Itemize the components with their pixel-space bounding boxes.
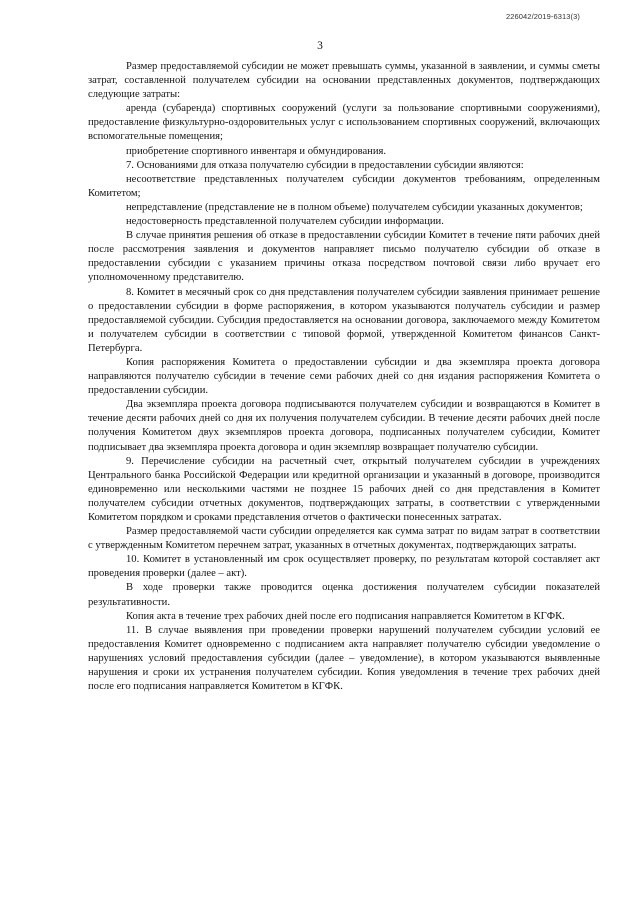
document-registration-number: 226042/2019-6313(3) [505,12,580,21]
paragraph-item-11: 11. В случае выявления при проведении проверки нарушений получателем субсидии условий ее предоставления Комитет одновременно с подписанием акта направляет получателю субсидии уведомление о нарушениях условий предоставления субсидии (далее – уведомление), в котором указываются выявленные нарушения и сроки их устранения получателем субсидии. Копия уведомления в течение трех рабочих дней после его подписания направляется Комитетом в КГФК. [88,624,600,693]
page-number: 3 [317,40,323,52]
paragraph-refusal-reason-1: несоответствие представленных получателем субсидии документов требованиям, определенным Комитетом; [88,173,600,199]
paragraph-item-8: 8. Комитет в месячный срок со дня представления получателем субсидии заявления принимает решение о предоставлении субсидии в форме распоряжения, в котором указываются получатель субсидии и размер предоставляемой субсидии. Субсидия предоставляется на основании договора, заключаемого между Комитетом и получателем субсидии в соответствии с типовой формой, утвержденной Комитетом финансов Санкт-Петербурга. [88,286,600,354]
paragraph-partial-amount: Размер предоставляемой части субсидии определяется как сумма затрат по видам затрат в соответствии с утвержденным Комитетом перечнем затрат, указанных в отчетных документах, подтверждающих затраты. [88,526,600,552]
paragraph-item-10: 10. Комитет в установленный им срок осуществляет проверку, по результатам которой составляет акт проведения проверки (далее – акт). [88,554,600,580]
document-body [88,60,600,694]
paragraph-item-7: 7. Основаниями для отказа получателю субсидии в предоставлении субсидии являются: [126,159,524,171]
paragraph-act-copy: Копия акта в течение трех рабочих дней после его подписания направляется Комитетом в КГФК. [126,610,565,622]
paragraph-refusal-reason-2: непредставление (представление не в полном объеме) получателем субсидии указанных документов; [126,201,583,213]
paragraph-refusal-reason-3: недостоверность представленной получателем субсидии информации. [126,216,444,228]
paragraph-subsidy-amount: Размер предоставляемой субсидии не может превышать суммы, указанной в заявлении, и суммы сметы затрат, составленной получателем субсидии на основании представленных документов, подтверждающих следующие затраты: [88,61,600,101]
paragraph-rent-expenses: аренда (субаренда) спортивных сооружений (услуги за пользование спортивными сооружениями), предоставление физкультурно-оздоровительных услуг с использованием спортивных сооружений, включающих вспомогательные помещения; [88,103,600,143]
paragraph-effectiveness-check: В ходе проверки также проводится оценка достижения получателем субсидии показателей результативности. [88,582,600,608]
paragraph-contract-signing: Два экземпляра проекта договора подписываются получателем субсидии и возвращаются в Комитет в течение десяти рабочих дней со дня их получения получателем субсидии. В течение десяти рабочих дней после получения Комитетом двух экземпляров проекта договора, подписанных получателем субсидии, Комитет подписывает два экземпляра проекта договора и один экземпляр возвращает получателю субсидии. [88,399,600,453]
paragraph-order-copy: Копия распоряжения Комитета о предоставлении субсидии и два экземпляра проекта договора направляются получателю субсидии в течение семи рабочих дней со дня издания распоряжения Комитета о предоставлении субсидии. [88,356,600,397]
paragraph-refusal-notice: В случае принятия решения об отказе в предоставлении субсидии Комитет в течение пяти рабочих дней после рассмотрения заявления и документов направляет письмо получателю субсидии об отказе в предоставлении субсидии с указанием причины отказа посредством почтовой связи либо вручает его уполномоченному представителю. [88,230,600,284]
paragraph-equipment-expenses: приобретение спортивного инвентаря и обмундирования. [126,145,387,157]
paragraph-item-9: 9. Перечисление субсидии на расчетный счет, открытый получателем субсидии в учреждениях Центрального банка Российской Федерации или кредитной организации и указанный в договоре, производится единовременно или несколькими частями не позднее 15 рабочих дней со дня представления в Комитет получателем субсидии отчетных документов, подтверждающих затраты, в соответствии с утвержденными Комитетом порядком и сроками представления отчетов о фактически понесенных затратах. [88,455,600,523]
